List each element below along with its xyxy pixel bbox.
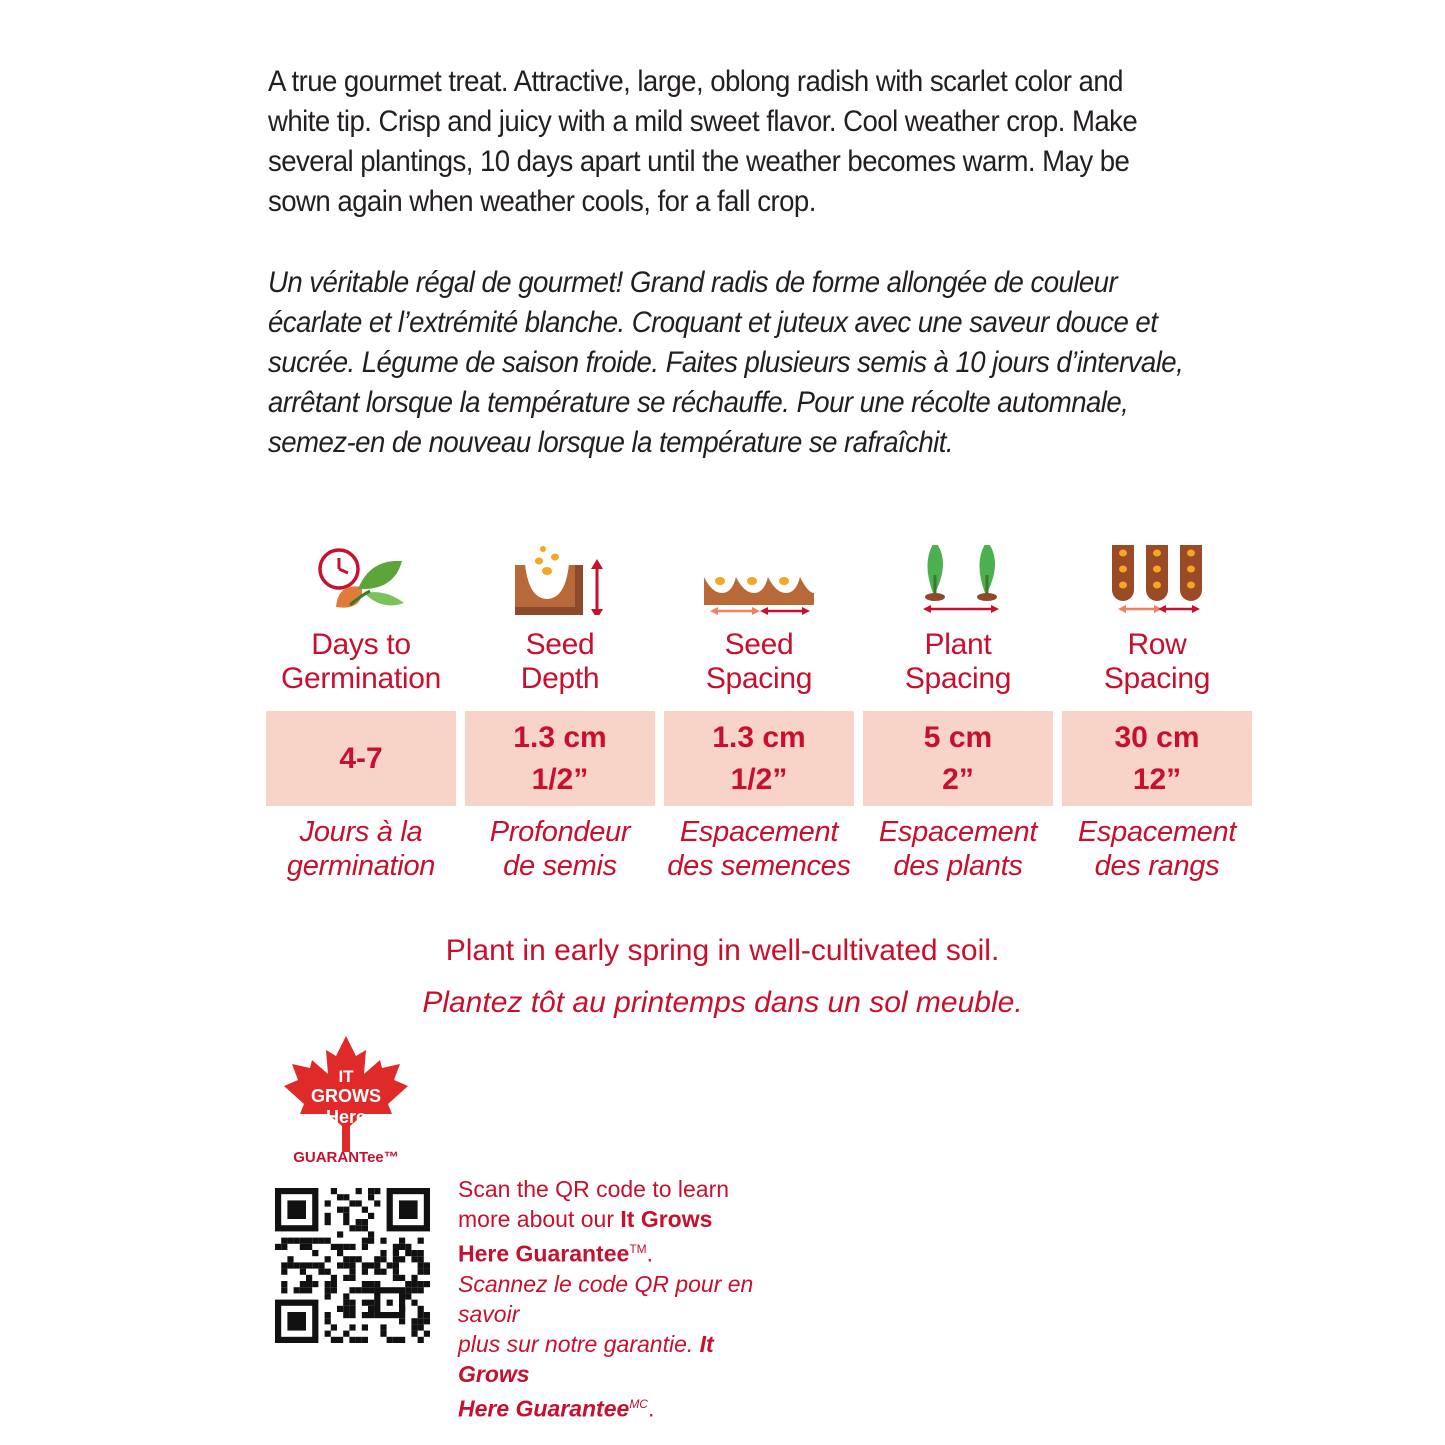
planting-note-french: Plantez tôt au printemps dans un sol meuble. bbox=[422, 986, 1023, 1019]
description-french: Un véritable régal de gourmet! Grand radis de forme allongée de couleur écarlate et l’extrémité blanche. Croquant et juteux avec une saveur douce et sucrée. Légume de saison froide. Faites plusieurs semis à 10 jours d’intervale, arrêtant lorsque la température se réchauffe. Pour une récolte automnale, semez-en de nouveau lorsque la température se rafraîchit. bbox=[268, 266, 1184, 459]
plant-spacing-icon bbox=[863, 545, 1053, 615]
label-espacement-plants: Espacement des plants bbox=[878, 816, 1038, 882]
svg-text:GUARANTee™: GUARANTee™ bbox=[293, 1149, 399, 1166]
svg-text:Here: Here bbox=[325, 1107, 367, 1127]
maple-leaf-badge-icon bbox=[276, 1034, 416, 1169]
value-cell-row-spacing: 30 cm 12” bbox=[1062, 711, 1252, 806]
value-cell-plant-spacing: 5 cm 2” bbox=[863, 711, 1053, 806]
label-seed-spacing: Seed Spacing bbox=[705, 628, 813, 695]
clock-sprout-icon bbox=[266, 545, 456, 615]
label-jours-germination: Jours à la germination bbox=[286, 816, 436, 882]
value-cell-germination: 4-7 bbox=[266, 711, 456, 806]
svg-text:GROWS: GROWS bbox=[311, 1086, 381, 1106]
qr-code[interactable] bbox=[275, 1188, 430, 1343]
label-plant-spacing: Plant Spacing bbox=[904, 628, 1012, 695]
planting-note-english: Plant in early spring in well-cultivated soil. bbox=[445, 934, 1000, 967]
value-cell-seed-spacing: 1.3 cm 1/2” bbox=[664, 711, 854, 806]
seed-depth-icon bbox=[465, 545, 655, 615]
label-row-spacing: Row Spacing bbox=[1103, 628, 1211, 695]
label-profondeur-semis: Profondeur de semis bbox=[489, 816, 631, 882]
row-spacing-icon bbox=[1062, 545, 1252, 615]
qr-caption: Scan the QR code to learn more about our It Grows Here Guarantee™. Scannez le code QR pour en savoir plus sur notre garantie. It Grows Here Guarantee$^{MC}$. bbox=[458, 1176, 754, 1422]
description-english: A true gourmet treat. Attractive, large, oblong radish with scarlet color and white tip. Crisp and juicy with a mild sweet flavor. Cool weather crop. Make several plantings, 10 days apart until the weather becomes warm. May be sown again when weather cools, for a fall crop. bbox=[268, 65, 1138, 218]
label-espacement-rangs: Espacement des rangs bbox=[1077, 816, 1237, 882]
seed-spacing-icon bbox=[664, 545, 854, 615]
value-cell-seed-depth: 1.3 cm 1/2” bbox=[465, 711, 655, 806]
label-espacement-semences: Espacement des semences bbox=[667, 816, 851, 882]
label-seed-depth: Seed Depth bbox=[520, 628, 600, 695]
svg-text:IT: IT bbox=[338, 1067, 354, 1086]
label-days-to-germination: Days to Germination bbox=[280, 628, 442, 695]
